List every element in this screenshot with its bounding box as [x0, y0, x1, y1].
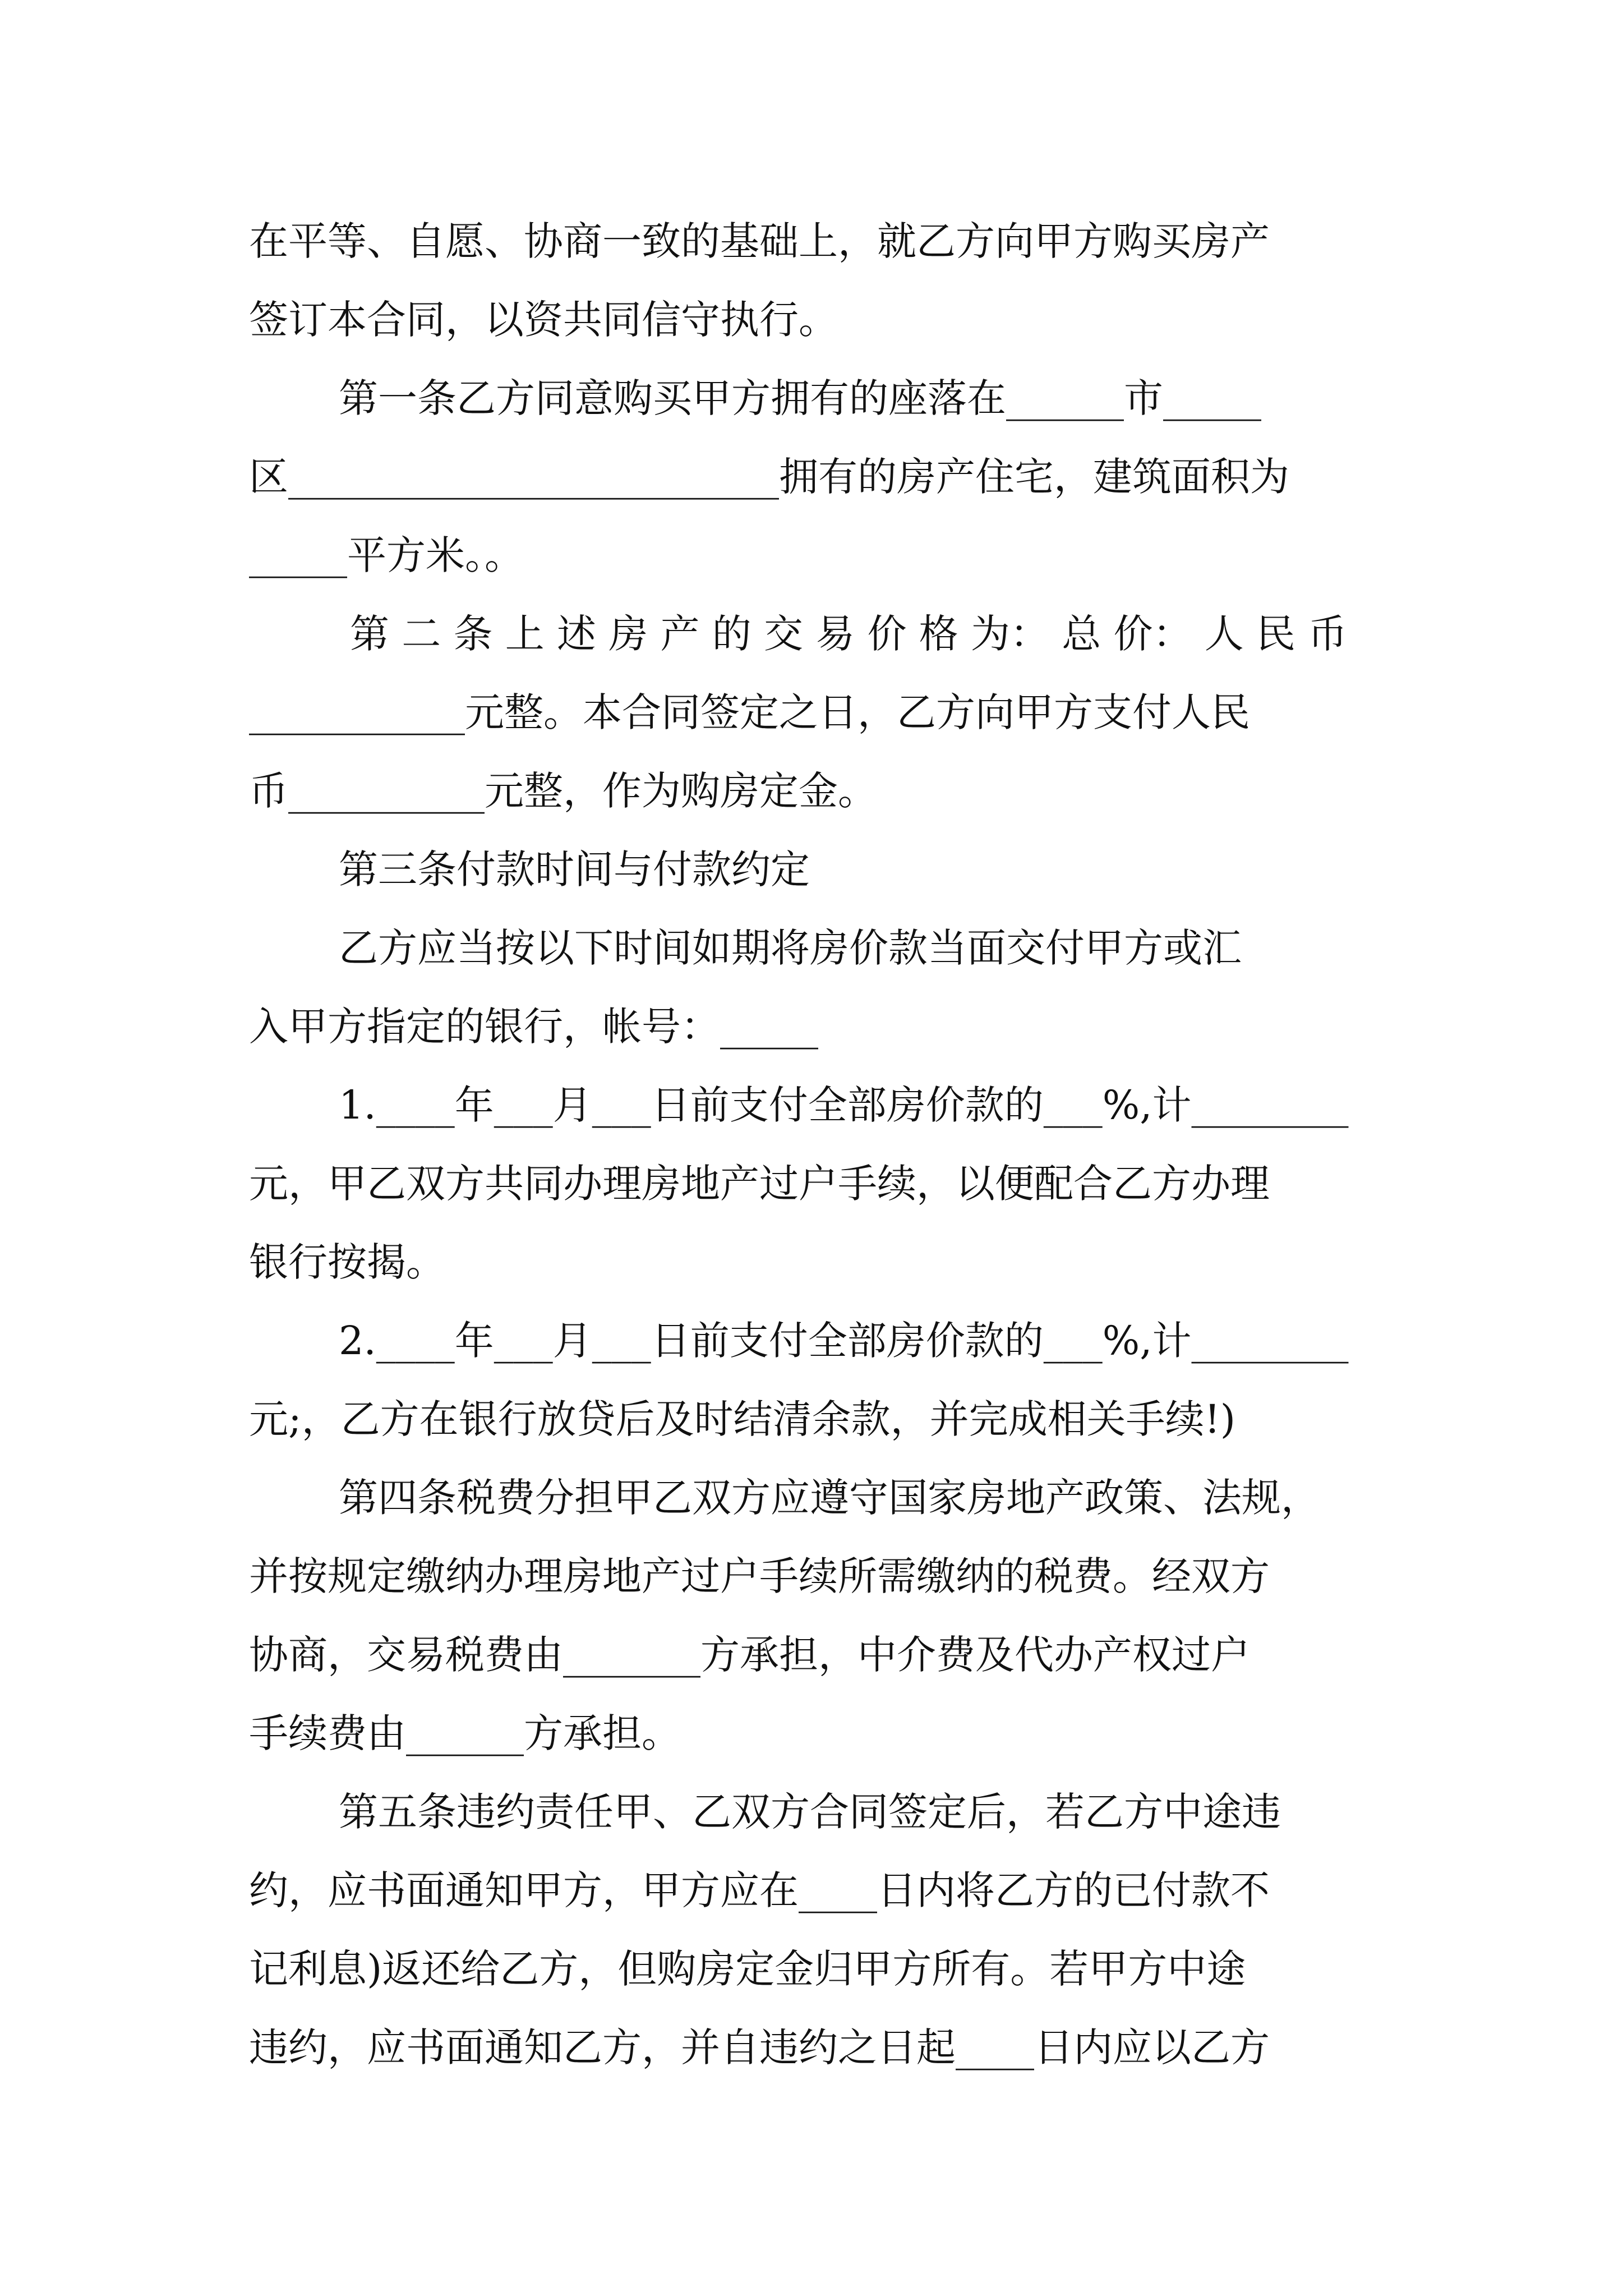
text-line: 2.____年___月___日前支付全部房价款的___%,计________	[339, 1318, 1349, 1364]
text-line: 第四条税费分担甲乙双方应遵守国家房地产政策、法规，	[339, 1475, 1320, 1521]
text-line: 区_________________________拥有的房产住宅，建筑面积为	[249, 454, 1289, 500]
text-line: 银行按揭。	[249, 1239, 445, 1285]
text-line: 协商，交易税费由_______方承担，中介费及代办产权过户	[249, 1632, 1250, 1678]
text-line: 币__________元整，作为购房定金。	[249, 768, 877, 814]
text-line: 第五条违约责任甲、乙双方合同签定后，若乙方中途违	[339, 1789, 1281, 1835]
text-line: 元;，乙方在银行放贷后及时结清余款，并完成相关手续!)	[249, 1396, 1236, 1442]
text-line: 第三条付款时间与付款约定	[339, 846, 810, 892]
text-line: 第一条乙方同意购买甲方拥有的座落在______市_____	[339, 375, 1261, 421]
text-line: 记利息)返还给乙方，但购房定金归甲方所有。若甲方中途	[249, 1946, 1246, 1992]
text-line: 约，应书面通知甲方，甲方应在____日内将乙方的已付款不	[249, 1867, 1270, 1913]
text-line: 签订本合同，以资共同信守执行。	[249, 297, 838, 343]
text-line: 1.____年___月___日前支付全部房价款的___%,计________	[339, 1082, 1349, 1128]
text-line: 入甲方指定的银行，帐号：_____	[249, 1004, 818, 1050]
text-line: 并按规定缴纳办理房地产过户手续所需缴纳的税费。经双方	[249, 1553, 1270, 1599]
text-line: 违约，应书面通知乙方，并自违约之日起____日内应以乙方	[249, 2024, 1270, 2070]
text-line: 第 二 条 上 述 房 产 的 交 易 价 格 为： 总 价： 人 民 币	[350, 611, 1348, 657]
text-line: 乙方应当按以下时间如期将房价款当面交付甲方或汇	[339, 925, 1242, 971]
text-line: 元，甲乙双方共同办理房地产过户手续，以便配合乙方办理	[249, 1161, 1270, 1207]
text-line: 在平等、自愿、协商一致的基础上，就乙方向甲方购买房产	[249, 218, 1270, 264]
text-line: ___________元整。本合同签定之日，乙方向甲方支付人民	[249, 689, 1250, 735]
text-line: _____平方米。。	[249, 532, 524, 578]
text-line: 手续费由______方承担。	[249, 1710, 681, 1756]
